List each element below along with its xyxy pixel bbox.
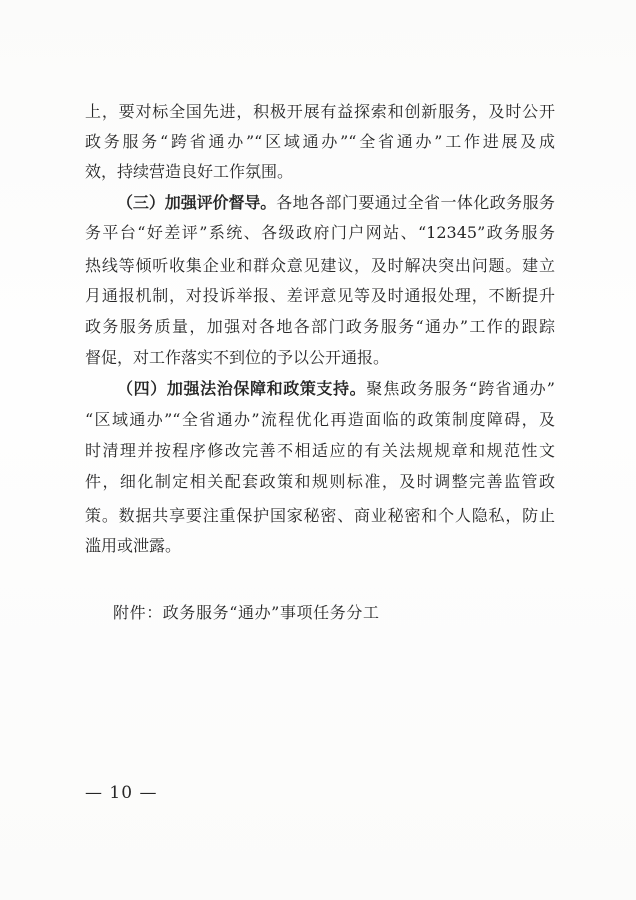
section-three-first-line [117,192,555,214]
body-text-line: 月通报机制，对投诉举报、差评意见等及时通报处理，不断提升 [85,286,555,305]
section-four-first-line [117,378,555,400]
body-text-line: 件，细化制定相关配套政策和规则标准，及时调整完善监管政 [85,472,555,491]
attachment-note: 附件：政务服务“通办”事项任务分工 [113,603,380,622]
body-text-line: 上，要对标全国先进，积极开展有益探索和创新服务，及时公开 [85,102,555,121]
body-text-line: 督促，对工作落实不到位的予以公开通报。 [85,348,390,367]
body-text-line: 效，持续营造良好工作氛围。 [85,162,294,181]
body-text: 聚焦政务服务“跨省通办” [366,379,555,398]
body-text-line: 时清理并按程序修改完善不相适应的有关法规规章和规范性文 [85,441,555,460]
body-text-line: 热线等倾听收集企业和群众意见建议，及时解决突出问题。建立 [85,256,555,275]
body-text-line: 政务服务质量，加强对各地各部门政务服务“通办”工作的跟踪 [85,317,555,336]
body-text-line: 策。数据共享要注重保护国家秘密、商业秘密和个人隐私，防止 [85,506,555,525]
section-heading: （四）加强法治保障和政策支持。 [117,379,367,398]
body-text-line: “区域通办”“全省通办”流程优化再造面临的政策制度障碍，及 [85,410,555,429]
body-text: 各地各部门要通过全省一体化政务服务 [276,193,555,212]
body-text-line: 政务服务“跨省通办”“区域通办”“全省通办”工作进展及成 [85,132,555,151]
page-number: — 10 — [85,783,158,803]
body-text-line: 务平台“好差评”系统、各级政府门户网站、“12345”政务服务 [85,223,555,242]
body-text-line: 滥用或泄露。 [85,536,182,555]
section-heading: （三）加强评价督导。 [117,193,277,212]
